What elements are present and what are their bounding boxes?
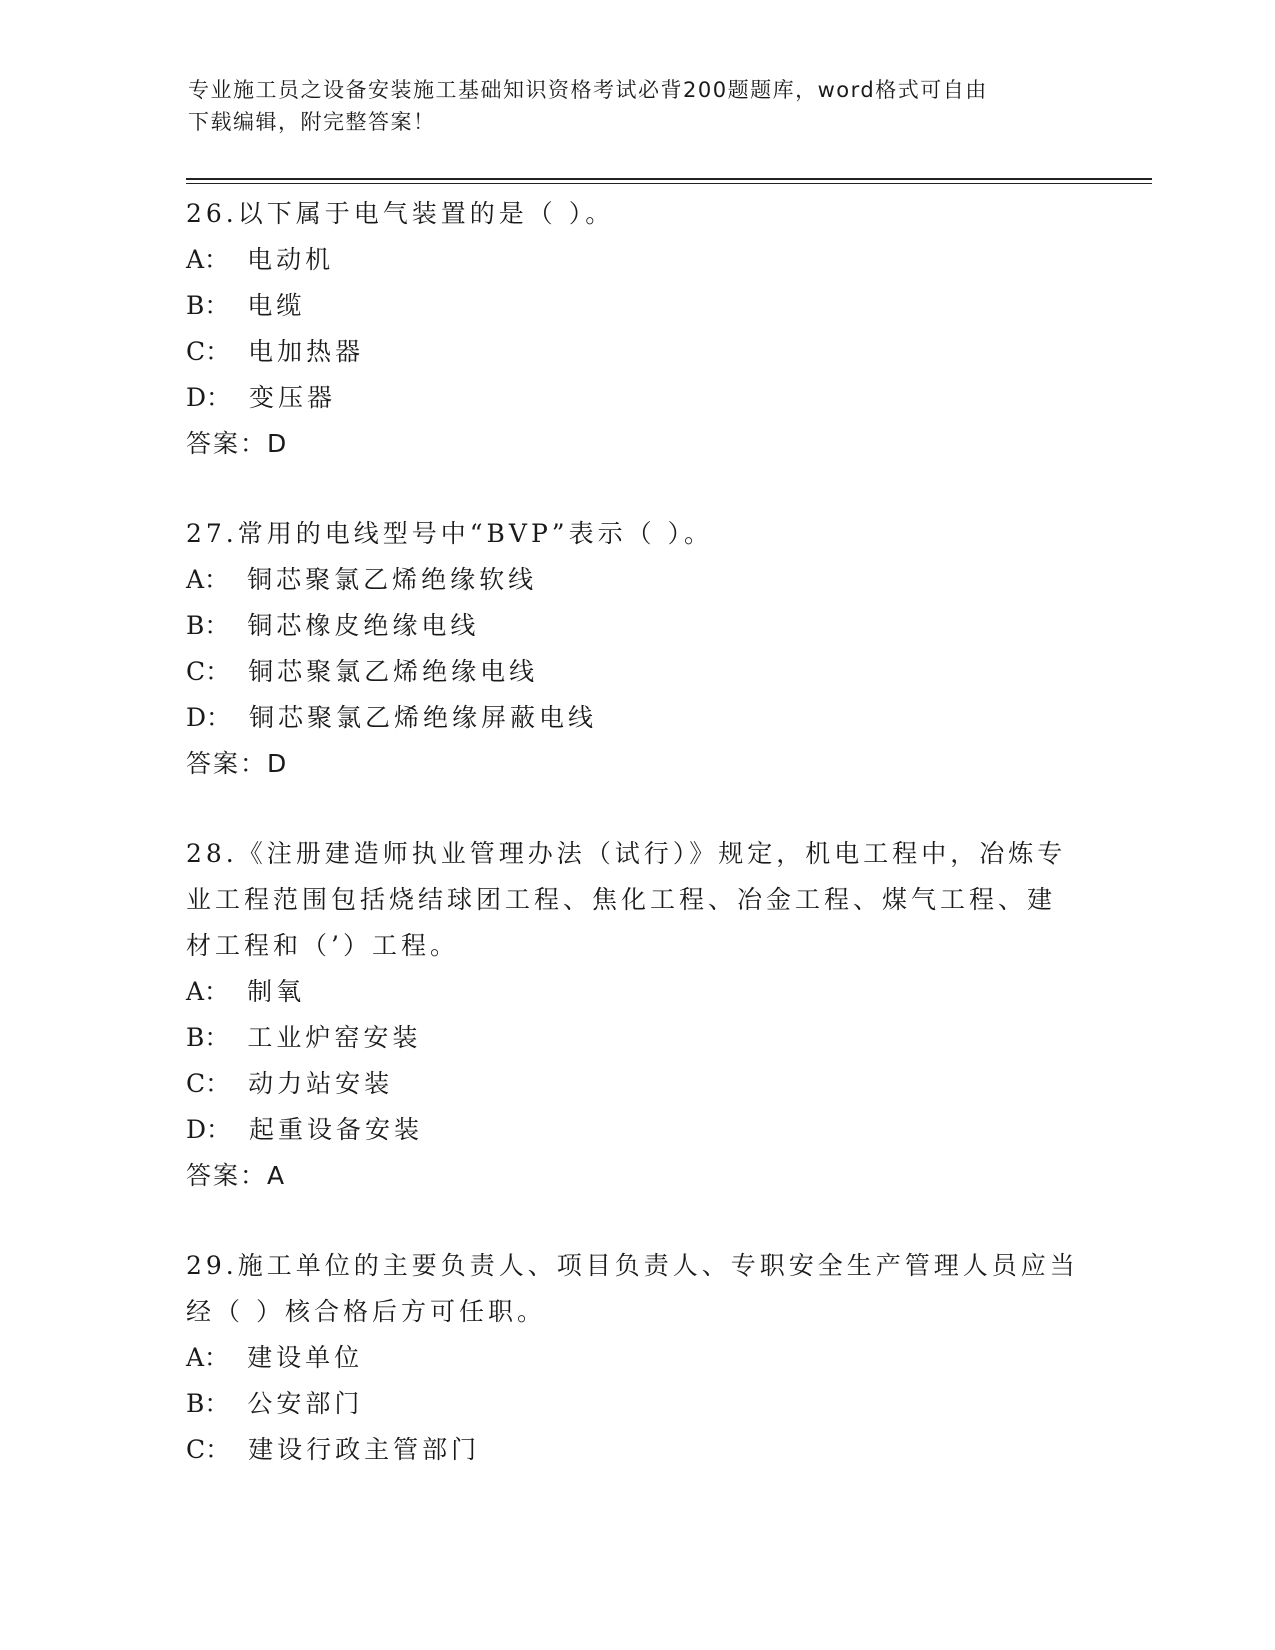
header-line-2: 下载编辑，附完整答案！: [188, 110, 436, 134]
option-a: [186, 237, 1086, 283]
option-text: 建设单位: [247, 1343, 364, 1372]
option-b: [186, 1015, 1086, 1061]
option-letter: A：: [186, 245, 230, 274]
option-letter: C：: [186, 1435, 231, 1464]
option-text: 公安部门: [247, 1389, 364, 1418]
option-c: [186, 1061, 1086, 1107]
option-text: 铜芯聚氯乙烯绝缘电线: [248, 657, 539, 686]
question-28: [186, 831, 1086, 1199]
question-text-line-1: 29.施工单位的主要负责人、项目负责人、专职安全生产管理人员应当: [186, 1251, 1079, 1280]
question-27: [186, 511, 1086, 787]
question-text-line-1: 28.《注册建造师执业管理办法（试行）》规定，机电工程中，冶炼专: [186, 839, 1067, 868]
option-text: 工业炉窑安装: [247, 1023, 422, 1052]
option-text: 电动机: [247, 245, 335, 274]
question-text-line-2: 经（ ）核合格后方可任职。: [186, 1297, 546, 1326]
question-text-line-2: 业工程范围包括烧结球团工程、焦化工程、冶金工程、煤气工程、建: [186, 885, 1057, 914]
header-rule-thick: [186, 178, 1152, 180]
question-text: 26.以下属于电气装置的是（ ）。: [186, 199, 615, 228]
document-header: [188, 74, 1088, 138]
option-letter: D：: [186, 383, 232, 412]
option-c: [186, 649, 1086, 695]
option-letter: C：: [186, 337, 231, 366]
option-text: 铜芯聚氯乙烯绝缘软线: [247, 565, 538, 594]
answer-line: 答案：D: [186, 429, 289, 458]
option-d: [186, 375, 1086, 421]
answer-line: 答案：D: [186, 749, 289, 778]
option-letter: A：: [186, 977, 230, 1006]
option-b: [186, 283, 1086, 329]
option-a: [186, 1335, 1086, 1381]
option-text: 铜芯聚氯乙烯绝缘屏蔽电线: [249, 703, 598, 732]
option-b: [186, 1381, 1086, 1427]
option-a: [186, 557, 1086, 603]
option-text: 动力站安装: [248, 1069, 394, 1098]
option-text: 制氧: [247, 977, 306, 1006]
option-letter: B：: [186, 1389, 230, 1418]
option-text: 电加热器: [248, 337, 365, 366]
question-text-line-3: 材工程和（’）工程。: [186, 931, 459, 960]
option-letter: B：: [186, 1023, 230, 1052]
option-d: [186, 695, 1086, 741]
option-letter: D：: [186, 1115, 232, 1144]
option-c: [186, 1427, 1086, 1473]
option-text: 变压器: [249, 383, 337, 412]
option-letter: A：: [186, 565, 230, 594]
option-letter: C：: [186, 657, 231, 686]
answer-line: 答案：A: [186, 1161, 287, 1190]
option-c: [186, 329, 1086, 375]
header-rule-thin: [186, 183, 1152, 184]
option-letter: B：: [186, 291, 230, 320]
option-letter: D：: [186, 703, 232, 732]
option-letter: C：: [186, 1069, 231, 1098]
option-text: 铜芯橡皮绝缘电线: [247, 611, 480, 640]
option-text: 建设行政主管部门: [248, 1435, 481, 1464]
option-text: 起重设备安装: [249, 1115, 424, 1144]
header-line-1: 专业施工员之设备安装施工基础知识资格考试必背200题题库，word格式可自由: [188, 78, 988, 102]
question-26: [186, 191, 1086, 467]
option-letter: A：: [186, 1343, 230, 1372]
question-29: [186, 1243, 1086, 1473]
option-a: [186, 969, 1086, 1015]
option-letter: B：: [186, 611, 230, 640]
option-d: [186, 1107, 1086, 1153]
question-text: 27.常用的电线型号中“BVP”表示（ ）。: [186, 519, 714, 548]
option-text: 电缆: [247, 291, 306, 320]
option-b: [186, 603, 1086, 649]
question-list: [186, 191, 1086, 1517]
